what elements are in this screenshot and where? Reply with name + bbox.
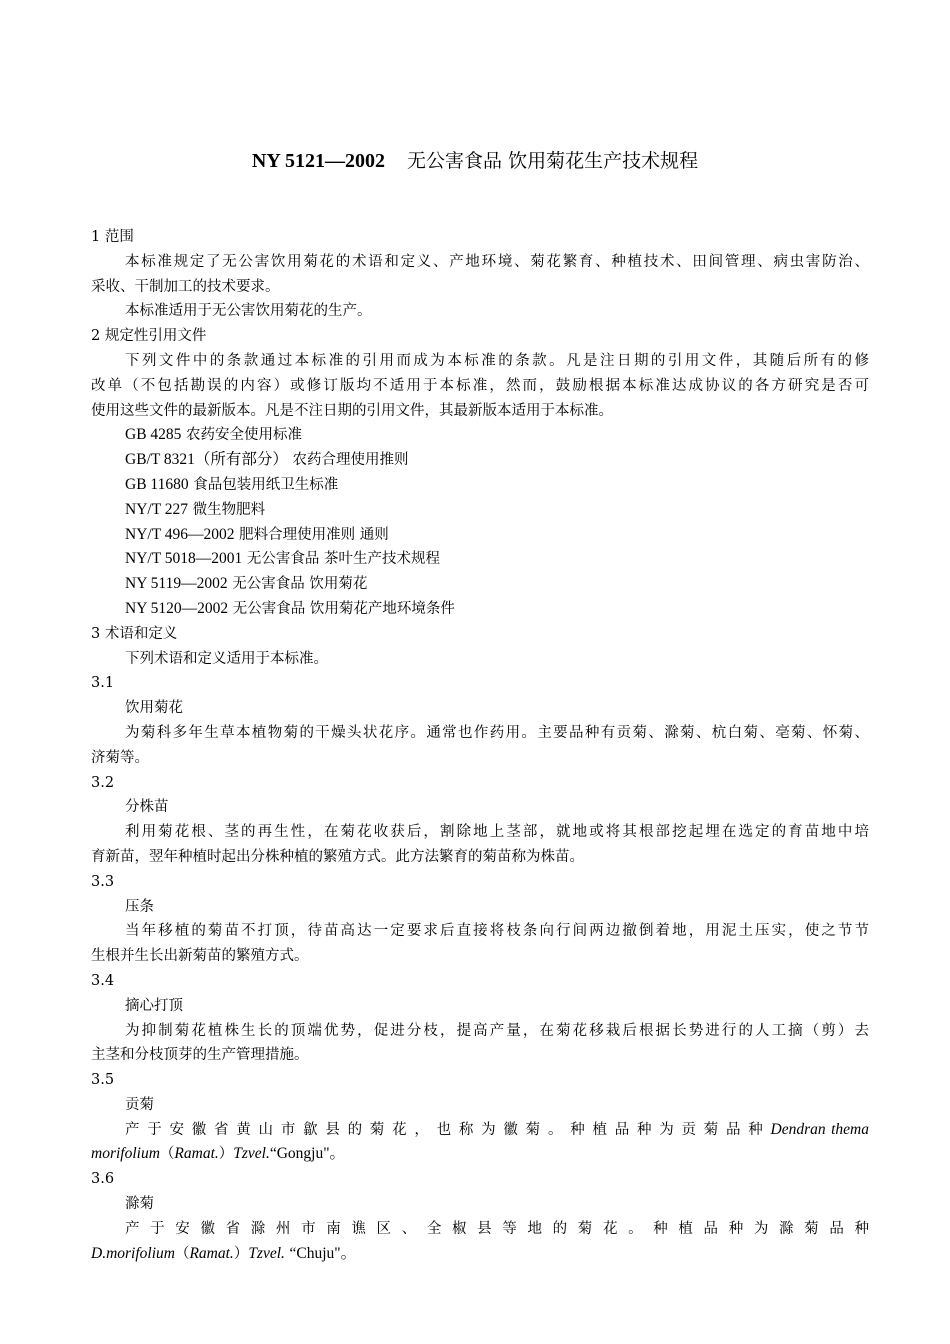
reference-item: [91, 597, 869, 622]
cultivar-name: “Chuju"。: [289, 1244, 357, 1262]
paragraph-line: 采收、干制加工的技术要求。: [91, 278, 280, 295]
paragraph-line: 使用这些文件的最新版本。凡是不注日期的引用文件，其最新版本适用于本标准。: [91, 402, 613, 419]
paragraph-line: 本标准规定了无公害饮用菊花的术语和定义、产地环境、菊花繁育、种植技术、田间管理、病虫害防治、: [125, 253, 869, 270]
reference-code: NY/T 496—2002: [125, 525, 235, 543]
reference-item: [91, 523, 869, 548]
reference-code: NY/T 227: [125, 500, 189, 518]
term-name: 贡菊: [125, 1096, 154, 1113]
reference-code: NY 5119—2002: [125, 575, 228, 593]
reference-code: NY/T 5018—2001: [125, 550, 243, 568]
paragraph-line: 改单（不包括勘误的内容）或修订版均不适用于本标准，然而，鼓励根据本标准达成协议的各方研究是否可: [91, 377, 869, 394]
latin-name: Dendran thema: [770, 1120, 869, 1138]
reference-title: 农药合理使用推则: [292, 452, 409, 469]
paragraph-line: 下列文件中的条款通过本标准的引用而成为本标准的条款。凡是注日期的引用文件，其随后所有的修: [125, 352, 869, 369]
term-number: 3.6: [91, 1171, 115, 1188]
reference-item: [91, 572, 869, 597]
latin-name: Ramat.: [174, 1145, 219, 1163]
reference-item: [91, 448, 869, 473]
term-definition-line: 为抑制菊花植株生长的顶端优势，促进分枝，提高产量，在菊花移栽后根据长势进行的人工摘（剪）去: [125, 1022, 869, 1039]
paragraph-line: 下列术语和定义适用于本标准。: [125, 650, 328, 667]
latin-name: Tzvel.: [248, 1244, 285, 1262]
reference-item: [91, 547, 869, 572]
term-name: 滁菊: [125, 1196, 154, 1213]
definition-text: 产 于 安 徽 省 黄 山 市 歙 县 的 菊 花 ， 也 称 为 徽 菊 。 种 植 品 种 为 贡 菊 品 种: [125, 1121, 765, 1138]
latin-name: D.morifolium: [91, 1244, 175, 1262]
term-definition-line: [91, 1118, 869, 1143]
section-heading-terms: 3 术语和定义: [91, 625, 178, 642]
term-definition-line: 主茎和分枝顶芽的生产管理措施。: [91, 1047, 309, 1064]
term-definition-line: 为菊科多年生草本植物菊的干燥头状花序。通常也作药用。主要品种有贡菊、滁菊、杭白菊、亳菊、怀菊、: [125, 724, 869, 741]
term-definition-line: [91, 1242, 869, 1267]
term-number: 3.2: [91, 774, 115, 791]
document-body: [91, 225, 869, 1266]
latin-name: morifolium: [91, 1145, 160, 1163]
cultivar-name: “Gongju"。: [269, 1145, 346, 1163]
definition-text: ）: [233, 1245, 249, 1262]
reference-title: 无公害食品 茶叶生产技术规程: [246, 551, 440, 568]
reference-item: [91, 498, 869, 523]
term-name: 饮用菊花: [125, 700, 183, 717]
reference-title: 食品包装用纸卫生标准: [193, 476, 339, 493]
paragraph-line: 本标准适用于无公害饮用菊花的生产。: [125, 303, 372, 320]
term-definition-line: [91, 1142, 869, 1167]
section-heading-scope: 1 范围: [91, 229, 134, 245]
standard-code: NY 5121—2002: [251, 150, 386, 172]
term-definition-line: 济菊等。: [91, 749, 149, 766]
reference-code: GB 4285: [125, 426, 182, 444]
term-number: 3.1: [91, 675, 115, 692]
term-definition-line: 产 于 安 徽 省 滁 州 市 南 谯 区 、 全 椒 县 等 地 的 菊 花 。 种 植 品 种 为 滁 菊 品 种: [125, 1220, 869, 1237]
term-name: 分株苗: [125, 799, 169, 816]
definition-text: ）: [218, 1146, 234, 1163]
reference-code: GB/T 8321（所有部分）: [125, 451, 288, 469]
reference-title: 农药安全使用标准: [186, 427, 303, 444]
term-number: 3.5: [91, 1072, 115, 1089]
reference-title: 无公害食品 饮用菊花产地环境条件: [232, 600, 455, 617]
reference-code: NY 5120—2002: [125, 599, 229, 617]
reference-title: 微生物肥料: [192, 501, 266, 518]
reference-title: 无公害食品 饮用菊花: [232, 576, 368, 593]
latin-name: Ramat.: [189, 1244, 234, 1262]
term-number: 3.3: [91, 873, 115, 890]
definition-text: （: [174, 1245, 190, 1262]
reference-title: 肥料合理使用准则 通则: [239, 526, 389, 543]
term-definition-line: 生根并生长出新菊苗的繁殖方式。: [91, 948, 309, 965]
term-number: 3.4: [91, 972, 115, 989]
term-definition-line: 利用菊花根、茎的再生性，在菊花收获后，割除地上茎部，就地或将其根部挖起埋在选定的育苗地中培: [125, 824, 869, 841]
latin-name: Tzvel.: [233, 1145, 270, 1163]
term-definition-line: 当年移植的菊苗不打顶，待苗高达一定要求后直接将枝条向行间两边撤倒着地，用泥土压实，使之节节: [125, 923, 869, 940]
reference-item: [91, 473, 869, 498]
reference-code: GB 11680: [125, 475, 189, 493]
term-name: 摘心打顶: [125, 997, 183, 1014]
definition-text: （: [159, 1146, 175, 1163]
standard-name: 无公害食品 饮用菊花生产技术规程: [407, 150, 699, 172]
reference-item: [91, 423, 869, 448]
document-title: [0, 146, 950, 173]
term-definition-line: 育新苗，翌年种植时起出分株种植的繁殖方式。此方法繁育的菊苗称为株苗。: [91, 848, 584, 865]
term-name: 压条: [125, 898, 154, 915]
section-heading-references: 2 规定性引用文件: [91, 328, 207, 345]
